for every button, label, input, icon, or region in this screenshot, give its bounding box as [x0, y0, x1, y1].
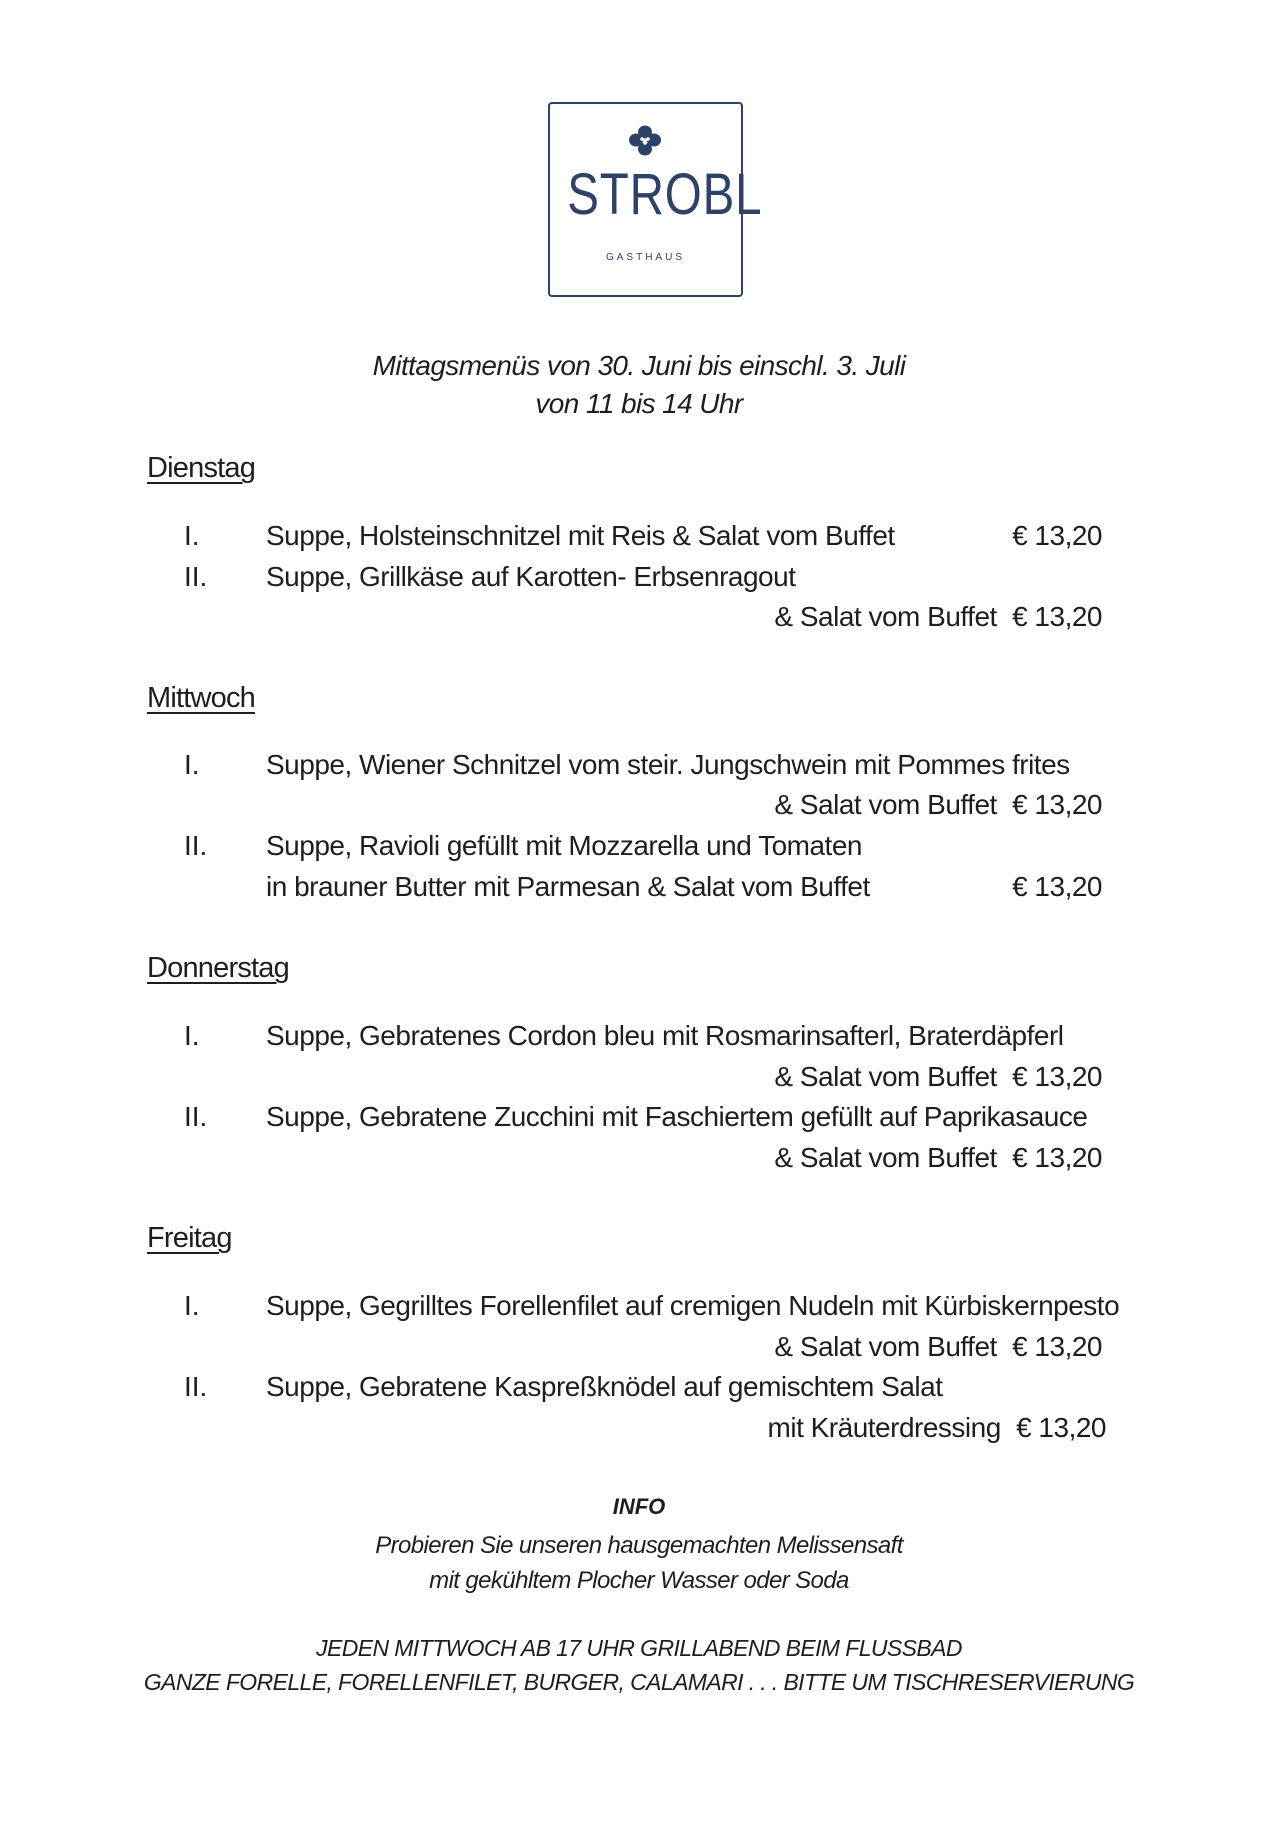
menu-item-text: & Salat vom Buffet [774, 789, 997, 820]
logo-subtitle: GASTHAUS [605, 252, 685, 263]
menu-item-price: € 13,20 [1016, 1412, 1106, 1443]
menu-item-text: & Salat vom Buffet [774, 1331, 997, 1362]
menu-item-text: Suppe, Gegrilltes Forellenfilet auf cremigen Nudeln mit Kürbiskernpesto [266, 1290, 1120, 1321]
menu-item-price: € 13,20 [1012, 601, 1102, 632]
item-number: II. [184, 1371, 208, 1402]
grill-notice: JEDEN MITTWOCH AB 17 UHR GRILLABEND BEIM FLUSSBAD [316, 1635, 962, 1661]
menu-item-text: Suppe, Ravioli gefüllt mit Mozzarella und Tomaten [266, 830, 862, 861]
menu-item-text: Suppe, Gebratenes Cordon bleu mit Rosmarinsafterl, Braterdäpferl [266, 1020, 1064, 1051]
item-number: II. [184, 1101, 208, 1132]
item-number: I. [184, 520, 200, 551]
menu-item-continuation [774, 1331, 1102, 1363]
day-heading-mittwoch: Mittwoch [147, 682, 256, 714]
menu-item-text: & Salat vom Buffet [774, 1061, 997, 1092]
item-number: II. [184, 830, 208, 861]
item-number: I. [184, 749, 200, 780]
info-line: mit gekühltem Plocher Wasser oder Soda [429, 1567, 849, 1594]
day-heading-freitag: Freitag [147, 1222, 232, 1254]
menu-heading: Mittagsmenüs von 30. Juni bis einschl. 3. Juli [372, 350, 906, 381]
menu-item-continuation [768, 1412, 1106, 1444]
item-number: I. [184, 1290, 200, 1321]
menu-item-text: Suppe, Grillkäse auf Karotten- Erbsenragout [266, 561, 796, 592]
menu-item-price: € 13,20 [1012, 789, 1102, 820]
menu-item-text: mit Kräuterdressing [767, 1412, 1001, 1443]
menu-item-price: € 13,20 [1012, 520, 1102, 551]
grill-offer: GANZE FORELLE, FORELLENFILET, BURGER, CALAMARI . . . BITTE UM TISCHRESERVIERUNG [143, 1669, 1135, 1695]
menu-item-text: & Salat vom Buffet [774, 1142, 997, 1173]
menu-item-continuation [774, 1061, 1102, 1093]
info-line: Probieren Sie unseren hausgemachten Melissensaft [375, 1532, 903, 1559]
menu-hours: von 11 bis 14 Uhr [535, 388, 743, 419]
logo-name: STROBL [567, 162, 763, 227]
menu-item-continuation [774, 601, 1102, 633]
menu-item-price: € 13,20 [1012, 1061, 1102, 1092]
day-heading-donnerstag: Donnerstag [147, 952, 289, 984]
menu-item-price: € 13,20 [1012, 1142, 1102, 1173]
logo [548, 102, 763, 297]
menu-item-text: Suppe, Wiener Schnitzel vom steir. Jungschwein mit Pommes frites [266, 749, 1070, 780]
day-heading-dienstag: Dienstag [147, 452, 256, 484]
flower-icon [628, 124, 662, 158]
menu-item-text: Suppe, Gebratene Kaspreßknödel auf gemischtem Salat [266, 1371, 943, 1402]
menu-item-price: € 13,20 [1012, 871, 1102, 902]
menu-item-price: € 13,20 [1012, 1331, 1102, 1362]
item-number: I. [184, 1020, 200, 1051]
menu-item-continuation [774, 789, 1102, 821]
menu-item-text: Suppe, Holsteinschnitzel mit Reis & Salat vom Buffet [266, 520, 895, 551]
menu-item-text: Suppe, Gebratene Zucchini mit Faschiertem gefüllt auf Paprikasauce [266, 1101, 1088, 1132]
menu-item-text: in brauner Butter mit Parmesan & Salat vom Buffet [266, 871, 870, 902]
menu-item-continuation [774, 1142, 1102, 1174]
info-title: INFO [612, 1494, 666, 1519]
menu-item-text: & Salat vom Buffet [774, 601, 997, 632]
item-number: II. [184, 561, 208, 592]
